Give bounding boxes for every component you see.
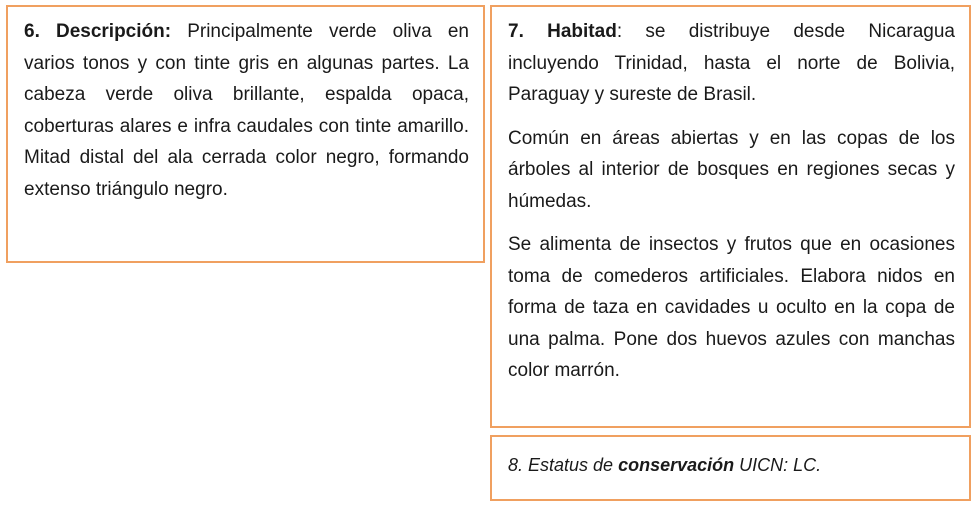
status-emphasis: conservación: [618, 455, 735, 475]
conservation-status-text: [508, 451, 955, 479]
description-paragraph: [24, 16, 469, 205]
habitat-heading: 7. Habitad: [508, 21, 617, 42]
habitat-paragraph-2: Común en áreas abiertas y en las copas de los árboles al interior de bosques en regiones secas y húmedas.: [508, 127, 955, 212]
status-prefix: 8. Estatus de: [508, 455, 619, 475]
description-box: [6, 5, 485, 263]
habitat-paragraph-1: [508, 16, 955, 111]
habitat-intro: : se distribuye desde Nicaragua incluyendo Trinidad, hasta el norte de Bolivia, Paraguay y sureste de Brasil.: [508, 21, 955, 105]
habitat-paragraph-3: Se alimenta de insectos y frutos que en ocasiones toma de comederos artificiales. Elabora nidos en forma de taza en cavidades u oculto en la copa de una palma. Pone dos huevos azules con manchas color marrón.: [508, 234, 955, 381]
habitat-box: [490, 5, 971, 428]
conservation-status-box: [490, 435, 971, 501]
status-suffix: UICN: LC.: [734, 455, 822, 475]
description-heading: 6. Descripción:: [24, 21, 172, 42]
description-text: Principalmente verde oliva en varios tonos y con tinte gris en algunas partes. La cabeza verde oliva brillante, espalda opaca, coberturas alares e infra caudales con tinte amarillo. Mitad distal del ala cerrada color negro, formando extenso triángulo negro.: [24, 21, 469, 200]
